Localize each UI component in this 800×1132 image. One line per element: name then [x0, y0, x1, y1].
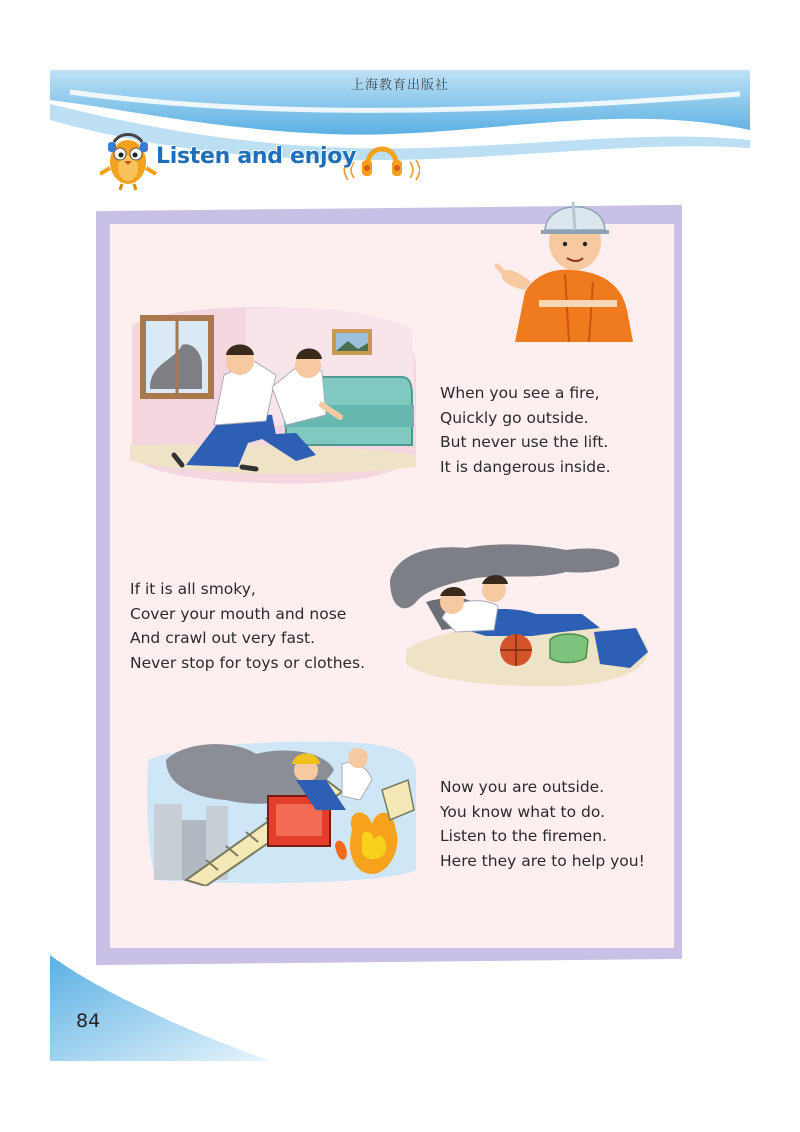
stanza-line: Here they are to help you! [440, 851, 645, 870]
stanza-line: And crawl out very fast. [130, 629, 316, 647]
stanza-3 [440, 775, 645, 873]
stanza-line: If it is all smoky, [130, 580, 256, 598]
stanza-line: You know what to do. [440, 802, 605, 821]
stanza-line: When you see a fire, [440, 384, 600, 402]
crawling-illustration [386, 540, 656, 690]
mascot-icon [100, 135, 156, 191]
stanza-line: Never stop for toys or clothes. [130, 653, 366, 672]
living-room-illustration [126, 305, 422, 485]
stanza-line: Now you are outside. [440, 778, 605, 796]
stanza-line: Quickly go outside. [440, 408, 589, 427]
fireman-illustration [495, 182, 640, 347]
stanza-line: Cover your mouth and nose [130, 604, 347, 623]
stanza-1 [440, 381, 611, 479]
section-title: Listen and enjoy [156, 144, 357, 169]
stanza-line: It is dangerous inside. [440, 457, 611, 476]
stanza-2 [130, 577, 365, 675]
stanza-line: Listen to the firemen. [440, 827, 607, 845]
page-number: 84 [76, 1010, 101, 1032]
stanza-line: But never use the lift. [440, 433, 609, 451]
fire-rescue-illustration [146, 740, 418, 886]
publisher-label: 上海教育出版社 [350, 78, 449, 93]
